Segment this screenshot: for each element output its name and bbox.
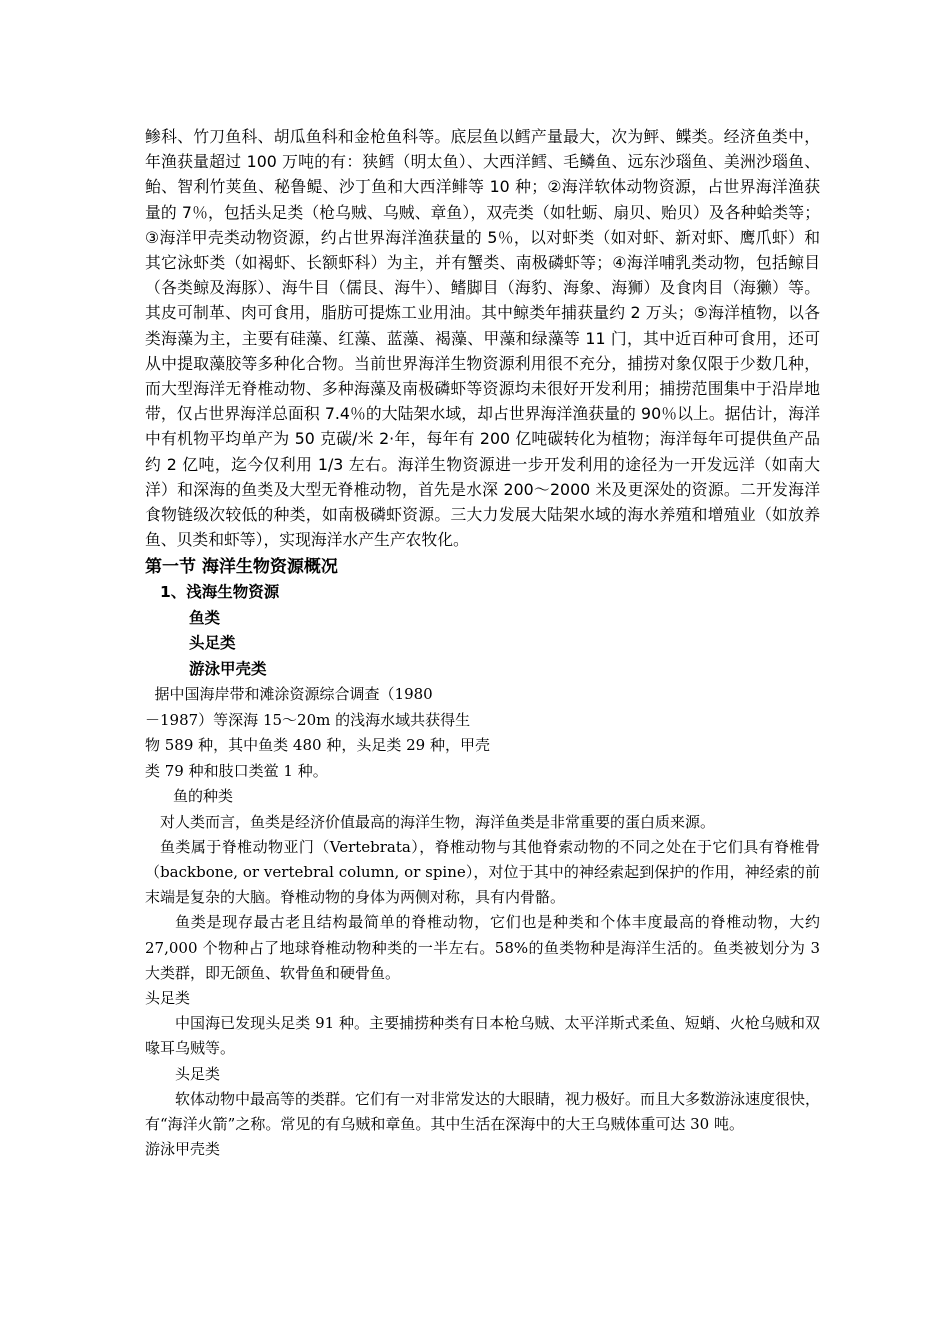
vertebrata-paragraph: 鱼类属于脊椎动物亚门（Vertebrata），脊椎动物与其他脊索动物的不同之处在于它们具有脊椎骨（backbone, or vertebral column, or spine），对位于其中的神经索起到保护的作用，神经索的前末端是复杂的大脑。脊椎动物的身体为两侧对称，具有内骨骼。 bbox=[145, 837, 820, 907]
sub-heading: 1、浅海生物资源 bbox=[160, 583, 280, 602]
survey-paragraph bbox=[145, 682, 505, 784]
survey-line: －1987）等深海 15～20m 的浅海水域共获得生 bbox=[145, 710, 471, 729]
document-page bbox=[145, 124, 820, 1163]
oldest-vertebrate-paragraph: 鱼类是现存最古老且结构最简单的脊椎动物，它们也是种类和个体丰度最高的脊椎动物，大约 27,000 个物种占了地球脊椎动物种类的一半左右。58%的鱼类物种是海洋生活的。鱼类被划分为 3 大类群，即无颌鱼、软骨鱼和硬骨鱼。 bbox=[145, 913, 820, 982]
category-cephalopod: 头足类 bbox=[189, 634, 236, 653]
survey-line: 物 589 种，其中鱼类 480 种，头足类 29 种，甲壳 bbox=[145, 736, 490, 755]
survey-line: 据中国海岸带和滩涂资源综合调查（1980 bbox=[145, 685, 433, 704]
crustacean-label: 游泳甲壳类 bbox=[145, 1140, 221, 1159]
cephalopod-label: 头足类 bbox=[145, 989, 191, 1008]
intro-paragraph: 鲹科、竹刀鱼科、胡瓜鱼科和金枪鱼科等。底层鱼以鳕产量最大，次为鲆、鲽类。经济鱼类中，年渔获量超过 100 万吨的有：狭鳕（明太鱼）、大西洋鳕、毛鳞鱼、远东沙瑙鱼、美洲沙瑙鱼、鲐、智利竹荚鱼、秘鲁鳀、沙丁鱼和大西洋鲱等 10 种；②海洋软体动物资源，占世界海洋渔获量的 7％，包括头足类（枪乌贼、乌贼、章鱼），双壳类（如牡蛎、扇贝、贻贝）及各种蛤类等；③海洋甲壳类动物资源，约占世界海洋渔获量的 5％，以对虾类（如对虾、新对虾、鹰爪虾）和其它泳虾类（如褐虾、长额虾科）为主，并有蟹类、南极磷虾等；④海洋哺乳类动物，包括鲸目（各类鲸及海豚）、海牛目（儒艮、海牛）、鳍脚目（海豹、海象、海狮）及食肉目（海獭）等。其皮可制革、肉可食用，脂肪可提炼工业用油。其中鲸类年捕获量约 2 万头；⑤海洋植物，以各类海藻为主，主要有硅藻、红藻、蓝藻、褐藻、甲藻和绿藻等 11 门，其中近百种可食用，还可从中提取藻胶等多种化合物。当前世界海洋生物资源利用很不充分，捕捞对象仅限于少数几种，而大型海洋无脊椎动物、多种海藻及南极磷虾等资源均未很好开发利用；捕捞范围集中于沿岸地带，仅占世界海洋总面积 7.4％的大陆架水域，却占世界海洋渔获量的 90％以上。据估计，海洋中有机物平均单产为 50 克碳/米 2·年，每年有 200 亿吨碳转化为植物；海洋每年可提供鱼产品约 2 亿吨，迄今仅利用 1/3 左右。海洋生物资源进一步开发利用的途径为一开发远洋（如南大洋）和深海的鱼类及大型无脊椎动物，首先是水深 200～2000 米及更深处的资源。二开发海洋食物链级次较低的种类，如南极磷虾资源。三大力发展大陆架水域的海水养殖和增殖业（如放养鱼、贝类和虾等），实现海洋水产生产农牧化。 bbox=[145, 127, 820, 550]
category-fish: 鱼类 bbox=[189, 608, 221, 627]
survey-line: 类 79 种和肢口类鲎 1 种。 bbox=[145, 761, 328, 780]
mollusc-paragraph: 软体动物中最高等的类群。它们有一对非常发达的大眼睛，视力极好。而且大多数游泳速度很快，有“海洋火箭”之称。常见的有乌贼和章鱼。其中生活在深海中的大王乌贼体重可达 30 吨。 bbox=[145, 1089, 821, 1134]
fish-types-label: 鱼的种类 bbox=[173, 787, 234, 806]
category-crustacean: 游泳甲壳类 bbox=[189, 659, 267, 678]
fish-value-paragraph: 对人类而言，鱼类是经济价值最高的海洋生物，海洋鱼类是非常重要的蛋白质来源。 bbox=[160, 812, 716, 831]
section-title: 第一节 海洋生物资源概况 bbox=[145, 557, 338, 578]
cephalopod-label-2: 头足类 bbox=[175, 1064, 221, 1083]
china-cephalopod-paragraph: 中国海已发现头足类 91 种。主要捕捞种类有日本枪乌贼、太平洋斯式柔鱼、短蛸、火枪乌贼和双喙耳乌贼等。 bbox=[145, 1014, 820, 1058]
